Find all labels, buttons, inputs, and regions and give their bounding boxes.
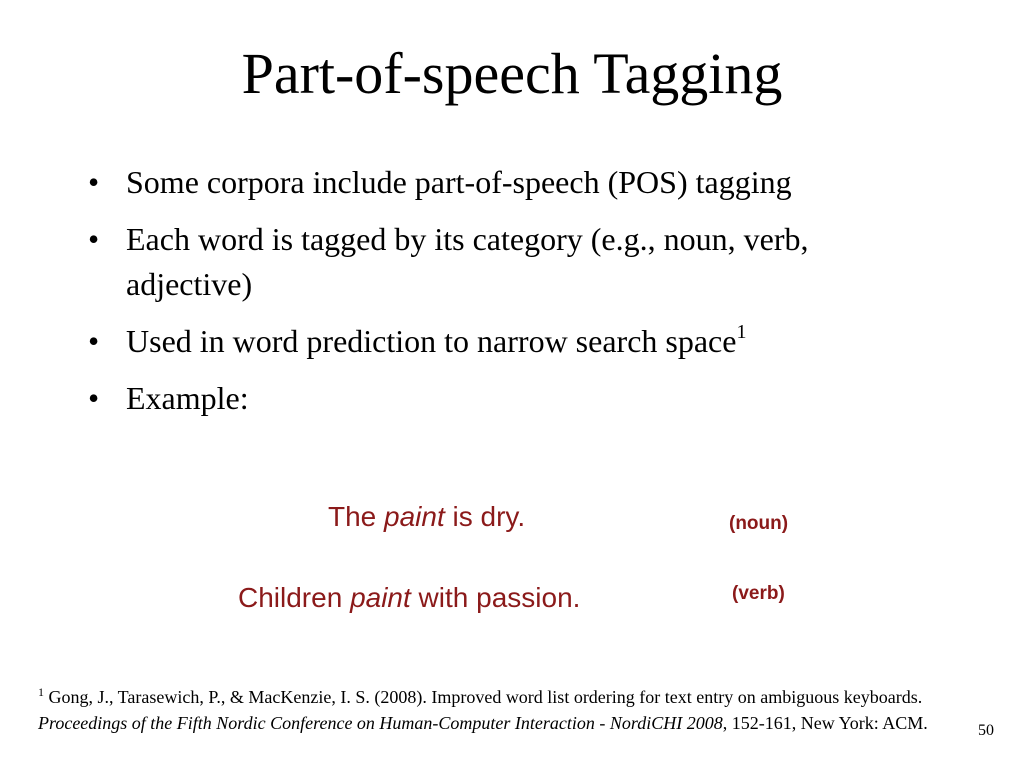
bullet-text: Example: (126, 380, 249, 416)
footnote-marker: 1 (38, 685, 44, 699)
bullet-text: Some corpora include part-of-speech (POS) tagging (126, 164, 792, 200)
footnote-venue: Proceedings of the Fifth Nordic Conference on Human-Computer Interaction - NordiCHI 2008 (38, 713, 723, 733)
example-sentence-noun (328, 500, 525, 534)
slide-title: Part-of-speech Tagging (241, 41, 783, 106)
bullet-marker: • (88, 323, 100, 359)
example-emphasis: paint (350, 582, 411, 613)
example-text-after: with passion. (410, 582, 581, 613)
bullet-item (88, 319, 908, 364)
bullet-marker: • (88, 164, 100, 200)
page-number: 50 (978, 722, 994, 739)
example-sentence-verb (238, 581, 580, 615)
footnote-text-end: , 152-161, New York: ACM. (722, 713, 928, 733)
pos-tag-noun: (noun) (729, 513, 789, 534)
example-text-after: is dry. (444, 501, 526, 532)
bullet-text: Each word is tagged by its category (e.g., noun, verb, adjective) (126, 221, 809, 302)
example-text-before: The (328, 501, 385, 532)
example-emphasis: paint (384, 501, 445, 532)
bullet-marker: • (88, 221, 100, 257)
bullet-marker: • (88, 380, 100, 416)
bullet-list (88, 160, 908, 433)
footnote-text: Gong, J., Tarasewich, P., & MacKenzie, I. S. (2008). Improved word list ordering for text entry on ambiguous keyboards. (44, 687, 923, 707)
bullet-item (88, 217, 908, 307)
example-text-before: Children (238, 582, 351, 613)
bullet-text: Used in word prediction to narrow search space (126, 323, 737, 359)
footnote-citation (38, 684, 978, 736)
pos-tag-verb: (verb) (732, 583, 785, 604)
bullet-item (88, 376, 908, 421)
footnote-reference: 1 (736, 321, 747, 343)
bullet-item (88, 160, 908, 205)
